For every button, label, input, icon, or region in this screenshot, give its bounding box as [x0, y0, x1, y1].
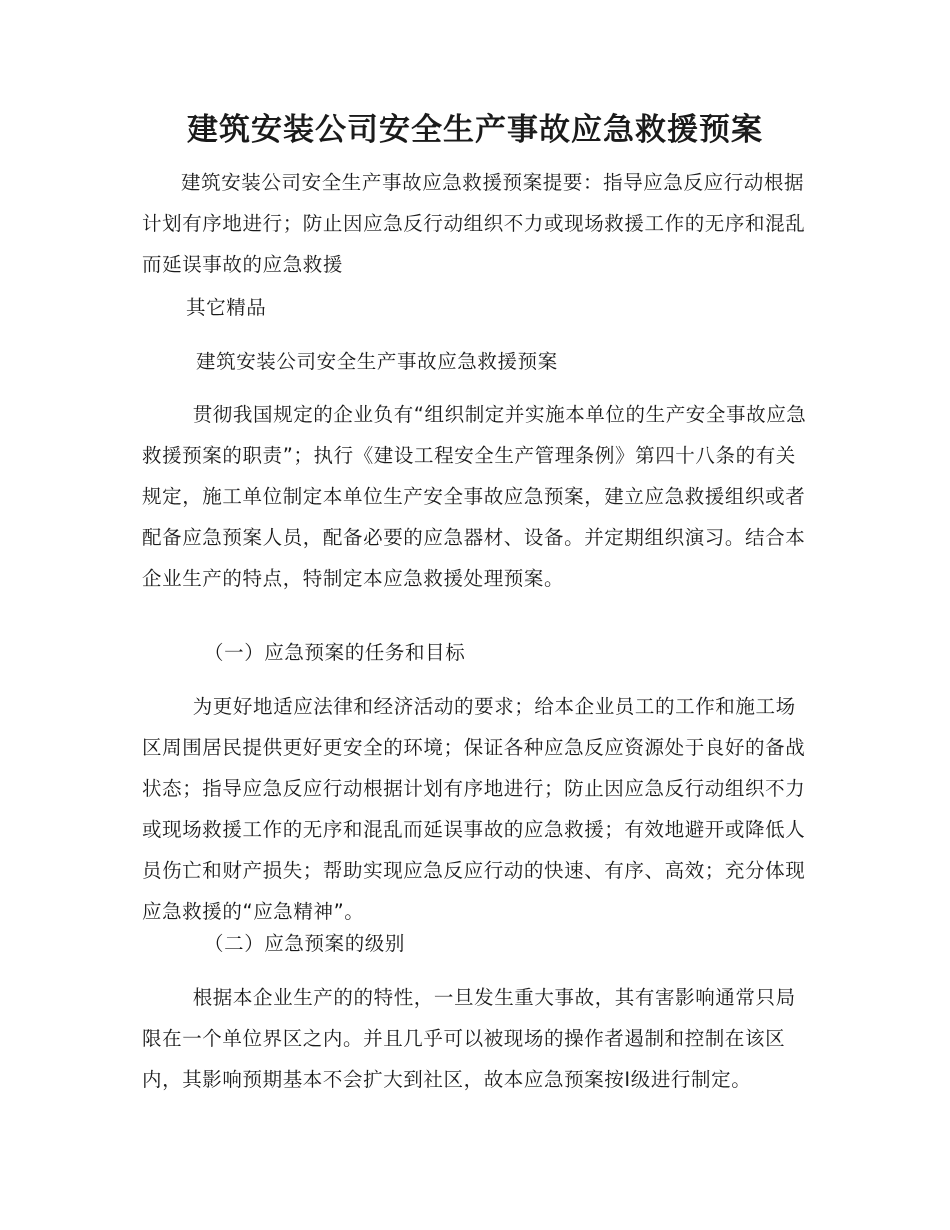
section2-heading: （二）应急预案的级别	[204, 932, 406, 955]
section2-paragraph: 根据本企业生产的的特性，一旦发生重大事故，其有害影响通常只局限在一个单位界区之内。并且几乎可以被现场的操作者遏制和控制在该区内，其影响预期基本不会扩大到社区，故本应急预案按Ⅰ级进行制定。	[142, 986, 796, 1091]
document-title: 建筑安装公司安全生产事故应急救援预案	[187, 112, 763, 148]
section1-paragraph: 为更好地适应法律和经济活动的要求；给本企业员工的工作和施工场区周围居民提供更好更安全的环境；保证各种应急反应资源处于良好的备战状态；指导应急反应行动根据计划有序地进行；防止因应急反行动组织不力或现场救援工作的无序和混乱而延误事故的应急救援；有效地避开或降低人员伤亡和财产损失；帮助实现应急反应行动的快速、有序、高效；充分体现应急救援的“应急精神”。	[142, 695, 806, 923]
section1-heading: （一）应急预案的任务和目标	[204, 641, 466, 664]
summary-paragraph: 建筑安装公司安全生产事故应急救援预案提要：指导应急反应行动根据计划有序地进行；防止因应急反行动组织不力或现场救援工作的无序和混乱而延误事故的应急救援	[142, 171, 806, 276]
intro-paragraph: 贯彻我国规定的企业负有“组织制定并实施本单位的生产安全事故应急救援预案的职责”；执行《建设工程安全生产管理条例》第四十八条的有关规定，施工单位制定本单位生产安全事故应急预案，建立应急救援组织或者配备应急预案人员，配备必要的应急器材、设备。并定期组织演习。结合本企业生产的特点，特制定本应急救援处理预案。	[142, 403, 807, 590]
document-subtitle: 建筑安装公司安全生产事故应急救援预案	[196, 350, 558, 373]
other-label: 其它精品	[186, 296, 267, 319]
